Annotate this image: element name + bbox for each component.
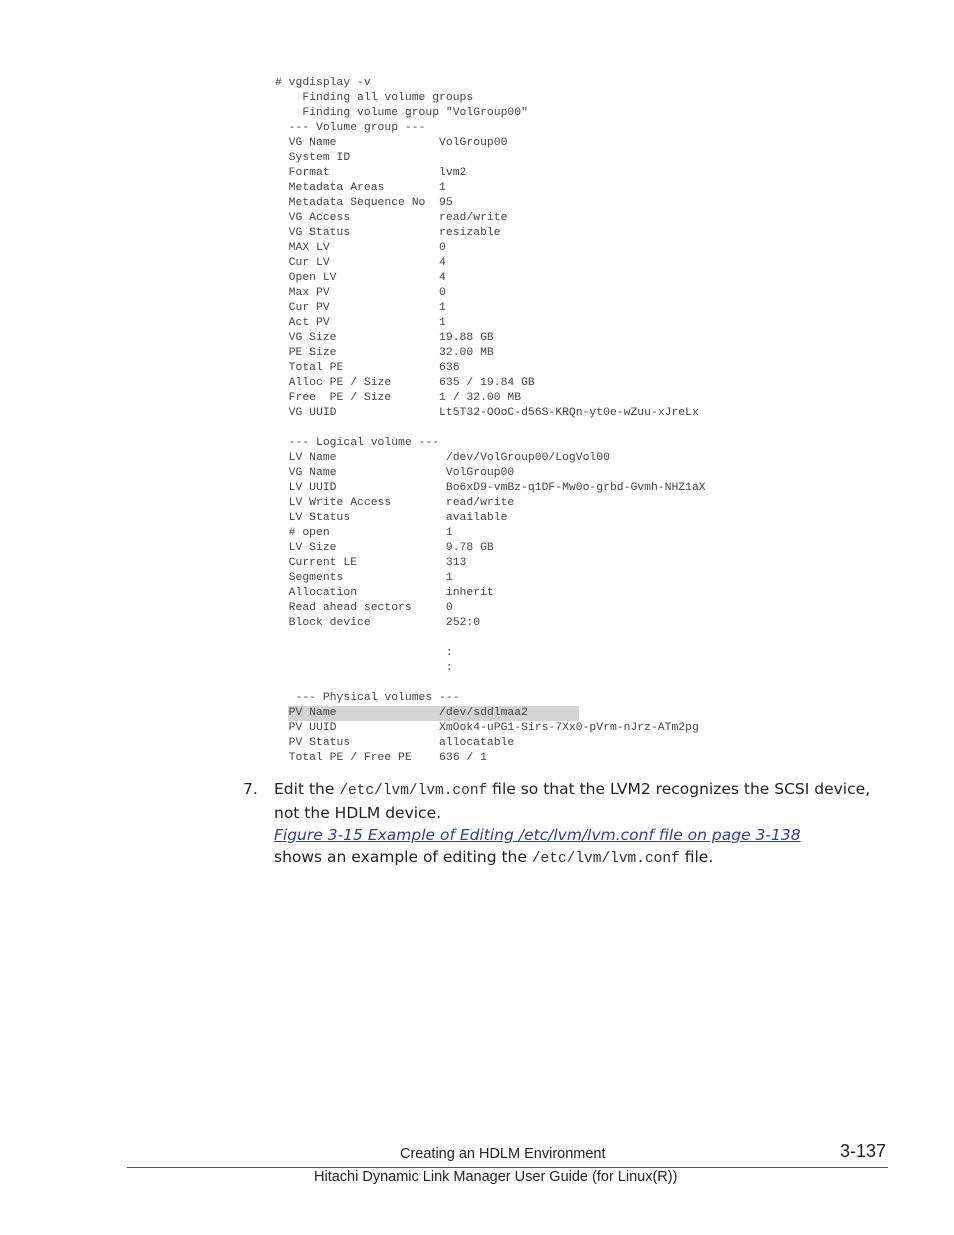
terminal-line [275, 526, 775, 541]
terminal-line [275, 226, 775, 241]
terminal-line-text: VG Size 19.88 GB [275, 332, 494, 344]
terminal-line-text: LV Size 9.78 GB [275, 542, 494, 554]
terminal-line [275, 556, 775, 571]
terminal-line [275, 286, 775, 301]
terminal-line-text: System ID [275, 152, 351, 164]
step-number: 7. [243, 780, 258, 798]
terminal-line-text: Cur LV 4 [275, 257, 446, 269]
terminal-line [275, 451, 775, 466]
terminal-line [275, 316, 775, 331]
terminal-line [275, 631, 775, 646]
lvm-conf-path-2: /etc/lvm/lvm.conf [531, 851, 680, 867]
terminal-line-text: Max PV 0 [275, 287, 446, 299]
terminal-line-text: Current LE 313 [275, 557, 467, 569]
terminal-line-text: Block device 252:0 [275, 617, 481, 629]
terminal-line [275, 496, 775, 511]
terminal-line-text: # vgdisplay -v [275, 77, 371, 89]
step-text-before: Edit the [274, 780, 340, 798]
terminal-line [275, 676, 775, 691]
terminal-line [275, 391, 775, 406]
terminal-line-text: PE Size 32.00 MB [275, 347, 494, 359]
terminal-line-text: Finding all volume groups [275, 92, 474, 104]
terminal-line [275, 436, 775, 451]
terminal-line-text: --- Logical volume --- [275, 437, 440, 449]
terminal-line [275, 616, 775, 631]
footer-divider [127, 1167, 888, 1168]
terminal-line [275, 106, 775, 121]
terminal-line [275, 511, 775, 526]
terminal-line [275, 541, 775, 556]
terminal-line [275, 331, 775, 346]
terminal-line [275, 271, 775, 286]
terminal-line-text: VG Name VolGroup00 [275, 137, 508, 149]
terminal-line [275, 136, 775, 151]
terminal-line [275, 181, 775, 196]
terminal-line-text: Finding volume group "VolGroup00" [275, 107, 528, 119]
terminal-line-text: Metadata Sequence No 95 [275, 197, 453, 209]
terminal-line-text: --- Physical volumes --- [275, 692, 460, 704]
terminal-line [275, 571, 775, 586]
footer-section-title: Creating an HDLM Environment [400, 1146, 606, 1162]
terminal-line [275, 691, 775, 706]
terminal-line [275, 196, 775, 211]
step-text-after: file so that the LVM2 recognizes the SCSI device, not the HDLM device. [274, 780, 871, 822]
terminal-line-text: MAX LV 0 [275, 242, 446, 254]
terminal-line [275, 346, 775, 361]
terminal-line-text: Segments 1 [275, 572, 453, 584]
terminal-line-text: Read ahead sectors 0 [275, 602, 453, 614]
step-7 [243, 778, 883, 870]
terminal-line [275, 301, 775, 316]
terminal-line-text: PV Name /dev/sddlmaa2 [275, 707, 528, 719]
terminal-line [275, 646, 775, 661]
terminal-line-text: PV UUID XmOok4-uPG1-Sirs-7Xx0-pVrm-nJrz-ATm2pg [275, 722, 699, 734]
lvm-conf-path: /etc/lvm/lvm.conf [339, 783, 488, 799]
terminal-line-text: Total PE 636 [275, 362, 460, 374]
terminal-line [275, 661, 775, 676]
terminal-line-text: VG Access read/write [275, 212, 508, 224]
step-text2-after: file. [679, 848, 714, 866]
terminal-line-text: Cur PV 1 [275, 302, 446, 314]
terminal-line-text: : [275, 647, 453, 659]
terminal-line [275, 706, 775, 721]
terminal-line-text: Act PV 1 [275, 317, 446, 329]
terminal-line [275, 151, 775, 166]
vgdisplay-output [275, 76, 775, 766]
step-text2-before: shows an example of editing the [274, 848, 532, 866]
terminal-line-text: Format lvm2 [275, 167, 467, 179]
terminal-line [275, 76, 775, 91]
terminal-line [275, 121, 775, 136]
terminal-line [275, 601, 775, 616]
terminal-line-text: LV UUID Bo6xD9-vmBz-q1DF-Mw0o-grbd-Gvmh-NHZ1aX [275, 482, 706, 494]
terminal-line-text: LV Status available [275, 512, 508, 524]
terminal-line [275, 256, 775, 271]
terminal-line-text: PV Status allocatable [275, 737, 515, 749]
terminal-line [275, 466, 775, 481]
terminal-line-text: Alloc PE / Size 635 / 19.84 GB [275, 377, 535, 389]
terminal-line-text: # open 1 [275, 527, 453, 539]
terminal-line-text: Open LV 4 [275, 272, 446, 284]
terminal-line [275, 736, 775, 751]
terminal-line-text: VG Status resizable [275, 227, 501, 239]
terminal-line [275, 421, 775, 436]
terminal-line [275, 166, 775, 181]
terminal-line [275, 481, 775, 496]
terminal-line-text: : [275, 662, 453, 674]
figure-3-15-link[interactable]: Figure 3-15 Example of Editing /etc/lvm/lvm.conf file on page 3-138 [274, 826, 801, 844]
terminal-line [275, 721, 775, 736]
terminal-line-text: Total PE / Free PE 636 / 1 [275, 752, 487, 764]
footer-book-title: Hitachi Dynamic Link Manager User Guide (for Linux(R)) [314, 1169, 678, 1185]
terminal-line-text: VG Name VolGroup00 [275, 467, 515, 479]
terminal-line-text: LV Write Access read/write [275, 497, 515, 509]
terminal-line [275, 361, 775, 376]
terminal-line [275, 586, 775, 601]
terminal-line [275, 751, 775, 766]
terminal-line [275, 91, 775, 106]
page-number: 3-137 [840, 1141, 887, 1161]
terminal-line-text: VG UUID Lt5T32-OOoC-d56S-KRQn-yt0e-wZuu-xJreLx [275, 407, 699, 419]
terminal-line [275, 211, 775, 226]
terminal-line-text: Allocation inherit [275, 587, 494, 599]
terminal-line-text: LV Name /dev/VolGroup00/LogVol00 [275, 452, 610, 464]
terminal-line-text: Metadata Areas 1 [275, 182, 446, 194]
terminal-line-text: --- Volume group --- [275, 122, 426, 134]
terminal-line-text: Free PE / Size 1 / 32.00 MB [275, 392, 522, 404]
terminal-line [275, 376, 775, 391]
terminal-line [275, 241, 775, 256]
terminal-line [275, 406, 775, 421]
